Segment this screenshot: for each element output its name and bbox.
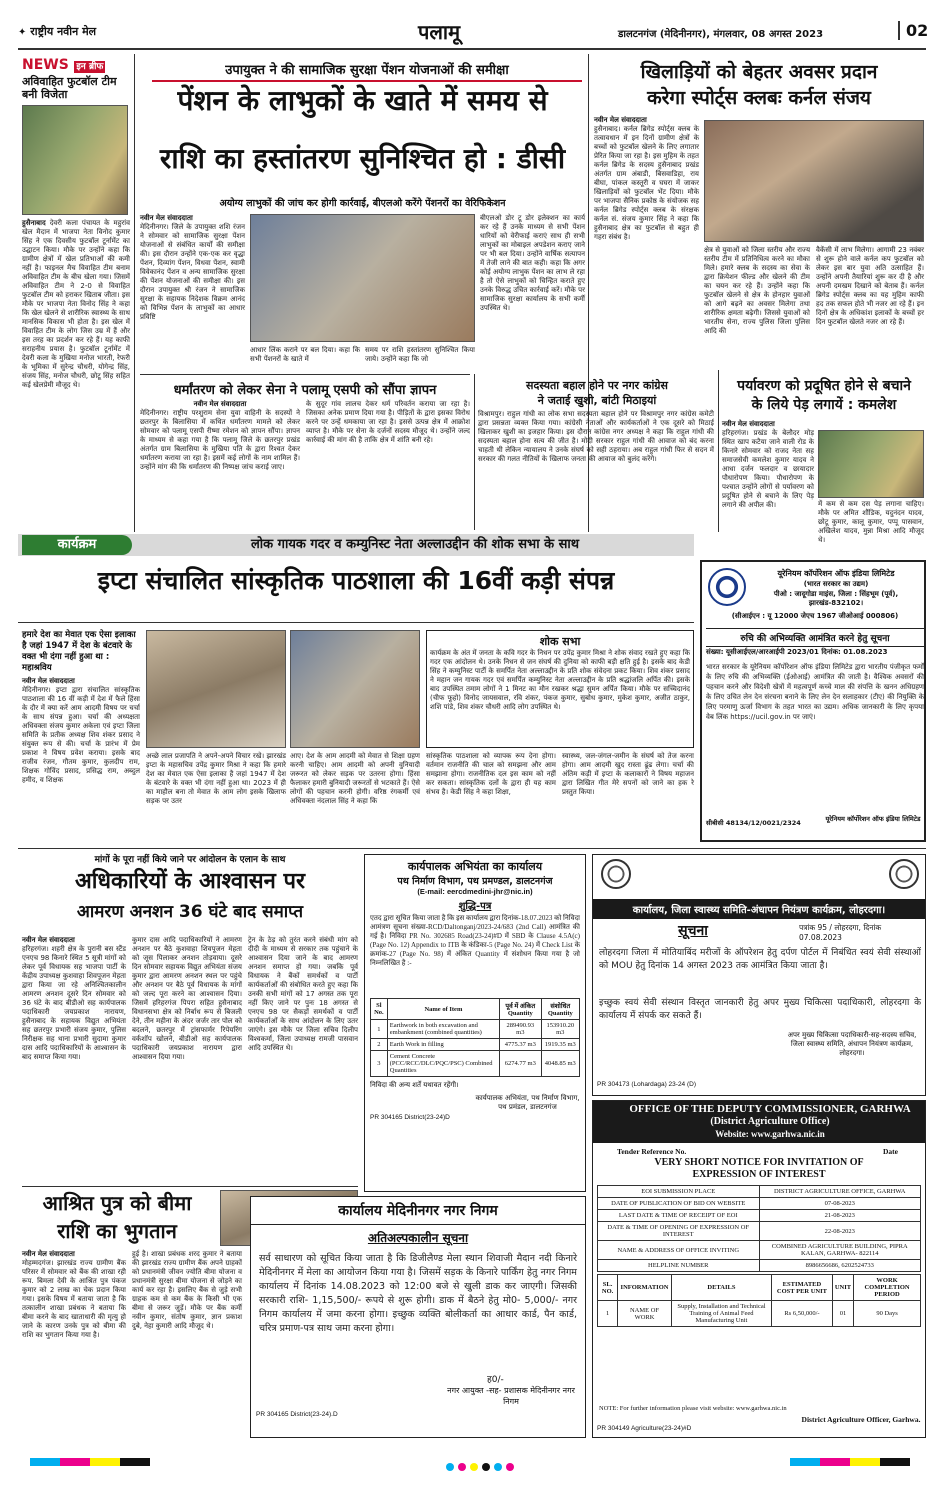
lohardaga-signature: अपर मुख्य चिकित्सा पदाधिकारी-सह-सदस्य सचिव, जिला स्वास्थ्य समिति, अंधापन नियंत्रण कार्यक्रम, लोहरदगा। (787, 1031, 917, 1057)
insurance-byline: नवीन मेल संवाददाता (22, 1250, 75, 1258)
garhwa-notice-2: EXPRESSION OF INTEREST (692, 1169, 826, 1180)
garhwa-work-cell: 1 (598, 1301, 618, 1327)
paper-logo (18, 24, 96, 39)
lohardaga-body-2: इच्छुक स्वयं सेवी संस्थान विस्तृत जानकारी हेतु अपर मुख्य चिकित्सा पदाधिकारी, लोहरदगा के कार्यालय में संपर्क कर सकते हैं। (599, 998, 921, 1021)
shok-sabha-box (426, 630, 694, 748)
lead-kicker: उपायुक्त ने की सामाजिक सुरक्षा पेंशन योजनाओं की समीक्षा (152, 60, 582, 82)
insurance-col-2: हुई है। शाखा प्रबंधक शरद कुमार ने बताया की झारखंड राज्य ग्रामीण बैंक अपने ग्राहकों को प्रधानमंत्री जीवन ज्योति बीमा योजना व प्रधानमंत्री सुरक्षा बीमा योजना से जोड़ने का कार्य कर रहा है। इसलिए बैंक से जुड़े सभी ग्राहक कम से कम बैंक के किसी भी एक बीमा से जरूर जुड़ें। मौके पर बैंक कर्मी नवीन कुमार, संतोष कुमार, ज्ञान प्रकाश दुबे, नेहा कुमारी आदि मौजूद थे। (132, 1250, 242, 1330)
ipta-pullquote: हमारे देश का मेवात एक ऐसा इलाका है जहां 1947 में देश के बंटवारे के वक्त भी दंगा नहीं हुआ था : महाश्रविय (22, 630, 136, 673)
rcd-cell: 3 (371, 1051, 388, 1077)
table-row (371, 1051, 580, 1077)
army-top-rule (140, 374, 470, 375)
env-col-2: में कम से कम दस पेड़ लगाना चाहिए। मौके पर अमित शौंडिक, यदुनंदन यादव, छोटू कुमार, कालू कुमार, पप्पू पासवान, अखिलेश यादव, मुन्ना मिश्रा आदि मौजूद थे। (818, 500, 924, 544)
karyakram-label: कार्यक्रम (22, 535, 132, 555)
karyakram-headline: लोक गायक गदर व कम्युनिस्ट नेता अल्लाउद्दीन की शोक सभा के साथ (250, 537, 580, 552)
sports-club-photo (704, 120, 924, 242)
env-col-1: हरिहरगंज। प्रखंड के बेलौदर मोड़ स्थित खाप कटैया जाने वाली रोड के किनारे सोमवार को राजद नेता सह समाजसेवी कमलेश कुमार यादव ने आधा दर्जन फलदार व छायादार पौधारोपण किया। पौधारोपण के पश्चात उन्होंने लोगों से पर्यावरण को प्रदूषित होने से बचाने के लिए पेड़ लगाने की अपील की। (722, 429, 814, 509)
table-row (371, 1039, 580, 1051)
lead-headline-1: पेंशन के लाभुकों के खाते में समय से (177, 84, 548, 117)
news-brief-header (22, 54, 130, 73)
color-bar-left (30, 1458, 150, 1466)
army-col-2: के सुदूर गांव लालच देकर धर्म परिवर्तन कराया जा रहा है। जिसका अनेक प्रमाण दिया गया है। पीड़ितों के द्वारा इसका विरोध करने पर उन्हें धमकाया जा रहा है। इससे उत्पन्न क्षेत्र में आक्रोश व्याप्त है। मौके पर सेना के दर्जनों सदस्य मौजूद थे। उन्होंने जल्द कार्रवाई की मांग की है ताकि क्षेत्र में शांति बनी रहे। (306, 400, 470, 444)
garhwa-title-1: OFFICE OF THE DEPUTY COMMISSIONER, GARHWA (629, 1103, 911, 1115)
garhwa-info-table (597, 1185, 921, 1272)
congress-divider (474, 374, 475, 530)
garhwa-info-key: DATE & TIME OF OPENING OF EXPRESSION OF INTEREST (598, 1222, 760, 1241)
brief-divider (134, 54, 135, 532)
rcd-cell: 2 (371, 1039, 388, 1051)
nagar-nigam-signature-mark: ह0/- (487, 1375, 504, 1385)
table-row (598, 1241, 921, 1260)
insurance-headline-2: राशि का भुगतान (57, 1219, 177, 1243)
magenta-dot (506, 1463, 514, 1471)
hunger-col-1: हरिहरगंज। शहरी क्षेत्र के पुरानी बस स्टैंड एनएच 98 किनारे स्थित 5 सूत्री मांगों को लेकर पूर्व विधायक सह भाजपा पार्टी के केंद्रीय उपाध्यक्ष कुशवाहा शिवपूजन मेहता द्वारा किया जा रहे अनिश्चितकालीन आमरण अनशन दूसरे दिन सोमवार को 36 घंटे के बाद बीडीओ सह कार्यपालक पदाधिकारी जयप्रकाश नारायण, हुसैनाबाद के सहायक विद्युत अभियंता सह छतरपुर प्रभारी संजय कुमार, पुलिस निरीक्षक सह थाना प्रभारी सुदामा कुमार दास आदि पदाधिकारियों के आश्वासन के बाद समाप्त किया गया। (22, 945, 126, 1061)
garhwa-title-2: (District Agriculture Office) (710, 1116, 830, 1127)
shok-sabha-title: शोक सभा (539, 635, 581, 648)
section-title: पलामू (418, 20, 461, 44)
env-byline: नवीन मेल संवाददाता (722, 420, 775, 428)
ucil-cin: (सीआईएन : यू 12000 जेएच 1967 जीओआई 000806) (731, 612, 899, 620)
ucil-footer-code: सीबीसी 48134/12/0021/2324 (706, 819, 801, 827)
lohardaga-title: कार्यालय, जिला स्वास्थ्य समिति-अंधापन नियंत्रण कार्यक्रम, लोहरदगा। (593, 899, 925, 919)
garhwa-info-value: 21-08-2023 (759, 1210, 921, 1222)
ucil-body: भारत सरकार के यूरेनियम कॉर्पोरेशन ऑफ इंडिया लिमिटेड द्वारा भारतीय पंजीकृत फर्मों के लिए रुचि की अभिव्यक्ति (ईओआई) आमंत्रित की जाती है। वैश्विक अवसरों की पहचान करने और विदेशी खेत्रों में महत्वपूर्ण कच्चे माल की संपत्ति के खनन अधिग्रहण के लिए उचित लेन देन संरचना बनाने के लिए लेन देन सलाहकार (टीए) की नियुक्ति के लिए परमाणु ऊर्जा विभाग के तहत भारत का उद्यम। अधिक जानकारी के लिए कृपया वेब लिंक https://ucil.gov.in पर जाएं। (706, 663, 924, 721)
paper-name: राष्ट्रीय नवीन मेल (30, 25, 97, 38)
garhwa-th: UNIT (832, 1275, 853, 1301)
lead-byline: नवीन मेल संवाददाता (140, 214, 193, 222)
garhwa-th: INFORMATION (618, 1275, 672, 1301)
yellow-dot (470, 1463, 478, 1471)
table-row (598, 1186, 921, 1198)
rcd-title-1: कार्यपालक अभियंता का कार्यालय (407, 860, 543, 873)
black-dot (482, 1463, 490, 1471)
army-byline: नवीन मेल संवाददाता (193, 400, 247, 408)
dateline: डालटनगंज (मेदिनीनगर), मंगलवार, 08 अगस्त 2023 (618, 29, 824, 40)
garhwa-work-cell: NAME OF WORK (618, 1301, 672, 1327)
garhwa-info-value: COMBINED AGRICULTURE BUILDING, PIPRA KALAN, GARHWA- 822114 (759, 1241, 921, 1260)
table-row (598, 1260, 921, 1272)
cyan-dot (446, 1463, 454, 1471)
army-headline: धर्मांतरण को लेकर सेना ने पलामू एसपी को सौंपा ज्ञापन (173, 383, 437, 398)
rcd-cell: 6274.77 m3 (500, 1051, 541, 1077)
garhwa-website: Website: www.garhwa.nic.in (715, 1129, 825, 1139)
rcd-note: निविदा की अन्य शर्तें यथावत रहेंगी। (370, 1081, 459, 1089)
sports-headline-2: करेगा स्पोर्ट्स क्लबः कर्नल संजय (647, 87, 871, 109)
nagar-nigam-ad (250, 1196, 586, 1438)
rcd-email: (E-mail: eercdmedini-jhr@nic.in) (417, 887, 533, 896)
rcd-th-slno: Sl No. (371, 999, 388, 1020)
nagar-nigam-subtitle: अतिअल्पकालीन सूचना (367, 1231, 469, 1245)
sports-byline: नवीन मेल संवाददाता (594, 116, 647, 124)
lead-col-3: समय पर राशि हस्तांतरण सुनिश्चित किया जाये। उन्होंने कहा कि जो (365, 346, 475, 363)
lohardaga-body: लोहरदगा जिला में मोतियाबिंद मरीजों के ऑपरेशन हेतु दर्पण पोर्टल में निबंधित स्वयं सेवी संस्थाओं को MOU हेतु दिनांक 14 अगस्त 2023 तक आमंत्रित किया जाता है। (599, 948, 921, 971)
ucil-footer-org: यूरेनियम कॉर्पोरेशन ऑफ इंडिया लिमिटेड (825, 815, 921, 823)
masthead (18, 18, 929, 48)
garhwa-info-key: HELPLINE NUMBER (598, 1260, 760, 1272)
nhm-emblem-right (889, 859, 919, 889)
ipta-rule (18, 622, 694, 623)
lohardaga-pr-code: PR 304173 (Lohardaga) 23-24 (D) (597, 1081, 697, 1088)
rcd-ad (364, 854, 586, 1192)
ucil-org-sub: (भारत सरकार का उद्यम) (803, 580, 869, 588)
shok-sabha-col-2: सांस्कृतिक पाठशाला को व्यापक रूप देना होगा। वर्तमान राजनीति की चाल को समझना और आम समझाना होगा। राजनीतिक दल इस काम को नहीं कर सकता। सांस्कृतिक दलों के द्वारा ही यह काम संभव है। केडी सिंह ने कहा शिक्षा, (426, 752, 556, 796)
garhwa-work-cell: Supply, Installation and Technical Training of Animal Feed Manufacturing Unit (671, 1301, 771, 1327)
garhwa-date-label: Date (883, 1147, 898, 1156)
congress-headline-1: सदस्यता बहाल होने पर नगर कांग्रेस (526, 379, 668, 392)
rcd-cell: 1 (371, 1020, 388, 1039)
garhwa-th: ESTIMATED COST PER UNIT (772, 1275, 833, 1301)
garhwa-work-table (597, 1274, 921, 1327)
ipta-byline: नवीन मेल संवाददाता (22, 677, 75, 685)
rcd-cell: 289490.93 m3 (500, 1020, 541, 1039)
garhwa-notice-1: VERY SHORT NOTICE FOR INVITATION OF (654, 1157, 864, 1168)
garhwa-info-key: DATE OF PUBLICATION OF BID ON WEBSITE (598, 1198, 760, 1210)
shok-sabha-col-3: स्वास्थ्य, जल-जंगल-जमीन के संघर्ष को तेज करना होगा। आम आदमी खुद रास्ता ढूंढ लेगा। चर्चा की अंतिम कड़ी में इप्टा के कलाकारों ने विषय महाजन द्वारा लिखित गीत मेरे सपनों को जाने का हक रे प्रस्तुत किया। (562, 752, 694, 796)
dc-meeting-photo (250, 214, 475, 342)
rcd-cell: 1919.35 m3 (541, 1039, 579, 1051)
rcd-cell: Earth Work in filling (387, 1039, 499, 1051)
lead-col-1: मेदिनीनगर। जिले के उपायुक्त शशि रंजन ने सोमवार को सामाजिक सुरक्षा पेंशन योजनाओं से संबंधित कार्यों की समीक्षा की। इस दौरान उन्होंने एक-एक कर वृद्धा पेंशन, दिव्यांग पेंशन, विधवा पेंशन, स्वामी विवेकानंद पेंशन व अन्य सामाजिक सुरक्षा की पेंशन योजनाओं की समीक्षा की। इस दौरान उपायुक्त श्री रंजन ने सामाजिक सुरक्षा के सहायक निदेशक विक्रम आनंद को विभिन्न पेंशन के लाभुकों का आधार प्रविष्टि (140, 223, 245, 321)
ipta-col-1: मेदिनीनगर। इप्टा द्वारा संचालित सांस्कृतिक पाठशाला की 16 वीं कड़ी में देश में फैले हिंसा के दौर में क्या करें आम आदमी विषय पर चर्चा के साथ संपन्न हुआ। चर्चा की अध्यक्षता अधिवक्ता संजय कुमार अकेला एवं इप्टा जिला समिति के प्रतीक अध्यक्ष शिव शंकर प्रसाद ने संयुक्त रूप से की। चर्चा के प्रारंभ में प्रेम प्रकाश ने विषय प्रवेश कराया। इसके बाद राजीव रंजन, गौतम कुमार, कुलदीप राम, शिक्षक गोविंद प्रसाद, प्रसिद्ध राम, अब्दुल हमीद, व शिक्षक (22, 686, 140, 784)
insurance-headline-1: आश्रित पुत्र को बीमा (42, 1191, 192, 1215)
env-divider (718, 370, 719, 532)
garhwa-info-key: EOI SUBMISSION PLACE (598, 1186, 760, 1198)
env-headline-1: पर्यावरण को प्रदूषित होने से बचाने (737, 378, 911, 394)
rcd-th-new-qty: संशोधित Quantity (541, 999, 579, 1020)
lead-headline-2: राशि का हस्तांतरण सुनिश्चित हो : डीसी (159, 142, 566, 175)
hunger-col-2: कुमार दास आदि पदाधिकारियों ने आमरण अनशन पर बैठे कुशवाहा शिवपूजन मेहता को जूस पिलाकर अनशन तोड़वाया। दूसरे दिन सोमवार सहायक विद्युत अभियंता संजय कुमार द्वारा आमरण अनशन स्थल पर पहुंचे और अनशन पर बैठे पूर्व विधायक के मांगों को जल्द पूरा करने का आश्वासन दिया। जिसमें हरिहरगंज पिपरा सहित हुसैनाबाद विधानसभा क्षेत्र को निर्बाध रूप से बिजली देने, तीन महीना के अंदर जर्जर तार पोल को बदलने, छतरपुर में ट्रांसफार्मर रिपेयरिंग वर्कशॉप खोलने, बीडीओ सह कार्यपालक पदाधिकारी जयप्रकाश नारायण द्वारा आश्वासन दिया गया। (132, 936, 242, 1061)
hunger-byline: नवीन मेल संवाददाता (22, 936, 75, 944)
rcd-th-item: Name of Item (387, 999, 499, 1020)
ipta-col-3: आए। देश के आम आदमी को मेवात से शिक्षा ग्रहण करनी चाहिए। आम आदमी को अपनी वुनियादी जरूरत को लेकर सड़क पर उतरना होगा। हिंसा फैलाकर हमारी बुनियादी जरूरतों से भटकाते हैं। ऐसे लोगों की पहचान करनी होगी। वरिष्ठ रंगकर्मी एवं अधिवक्ता नंदलाल सिंह ने कहा कि (290, 752, 420, 805)
garhwa-ad (592, 1100, 926, 1438)
garhwa-work-cell: 01 (832, 1301, 853, 1327)
ucil-logo (708, 568, 746, 606)
hunger-col-3: ट्रेन के ठेड़ को तुरंत करने संबंधी मांग को दीदी के माध्यम से सरकार तक पहुंचाने के आश्वासन दिया जाने के बाद आमरण अनशन समाप्त हो गया। जबकि पूर्व विधायक ने बैंकों समर्थकों व पार्टी कार्यकर्ताओं की संबोधित करते हुए कहा कि उनकी सभी मांगों को 17 अगस्त तक पूरा नहीं किए जाने पर पुनः 18 अगस्त से एनएच 98 पर सैकड़ों समर्थकों व पार्टी कार्यकर्ताओं के साथ आंदोलन के लिए उतर जाएंगे। इस मौके पर जिला सचिव दिलीप विश्वकर्मा, जिला उपाध्यक्ष रामजी पासवान आदि उपस्थित थे। (248, 936, 358, 1052)
table-row (598, 1222, 921, 1241)
garhwa-info-value: 07-08-2023 (759, 1198, 921, 1210)
garhwa-signature: District Agriculture Officer, Garhwa. (801, 1415, 921, 1424)
env-headline-2: के लिये पेड़ लगायें : कमलेश (751, 397, 897, 413)
ucil-ref: संख्या: यूसीआईएल/आरआईपी 2023/01 दिनांक: 01.08.2023 (706, 648, 888, 656)
rcd-body: एतद द्वारा सूचित किया जाता है कि इस कार्यालय द्वारा दिनांक-18.07.2023 को निविदा आमंत्रण सूचना संख्या-RCD/Daltonganj/2023-24/683 (2nd Call) आमंत्रित की गई है। निविदा PR No. 302685 Road(23-24)#D में SBD के Clause 4.5A(c) (Page No. 12) Appendix to ITB के कंडिका-5 (Page No. 24) में Check List के क्रमांक-27 (Page No. 98) में अंकित Quantity में संशोधन किया गया है जो निम्नलिखित है :- (370, 914, 580, 967)
garhwa-ref-label: Tender Reference No. (617, 1147, 687, 1156)
lohardaga-ref: पत्रांक 95 / लोहरदगा, दिनांक 07.08.2023 (799, 923, 882, 942)
congress-col-1: विश्रामपुर। राहुल गांधी का लोक सभा सदस्यता बहाल होने पर विश्रामपुर नगर कांग्रेस कमेटी द्वारा प्रसन्नता व्यक्त किया गया। कांग्रेसी नेताओं और कार्यकर्ताओं ने एक दूसरे को मिठाई खिलाकर खुशी का इजहार किया। इस दौरान कांग्रेस नगर अध्यक्ष ने कहा कि राहुल गांधी की सदस्यता बहाल होना सत्य की जीत है। मोदी सरकार राहुल गांधी की आवाज को बंद करना चाहती थी लेकिन न्यायालय ने उनके संघर्ष को सही ठहराया। अब राहुल गांधी फिर से सदन में सरकार की गलत नीतियों के खिलाफ जनता की आवाज को बुलंद करेंगे। (478, 410, 714, 463)
garhwa-th: DETAILS (671, 1275, 771, 1301)
ucil-org: यूरेनियम कॉर्पोरेशन ऑफ इंडिया लिमिटेड (777, 569, 895, 578)
rcd-cell: 153910.20 m3 (541, 1020, 579, 1039)
ipta-headline: इप्टा संचालित सांस्कृतिक पाठशाला की 16वीं कड़ी संपन्न (97, 566, 615, 595)
nagar-nigam-body: सर्व साधारण को सूचित किया जाता है कि डिजीलैण्ड मेला स्थान शिवाजी मैदान नदी किनारे मेदिनीनगर में मेला का आयोजन किया गया है। जिसमें सड़क के किनारे पार्किंग हेतु नगर निगम कार्यालय में दिनांक 14.08.2023 को 12:00 बजे से खुली डाक कर जाएगी। जिसकी सरकारी राशि- 1,15,500/- रूपये से शुरू होगी। डाक में बैठने हेतु मो0- 5,000/- नगर निगम कार्यालय में जमा करना होगा। इच्छुक व्यक्ति बोलीकर्ता का आधार कार्ड, पैन कार्ड, चरित्र प्रमाण-पत्र साथ जमा करना होगा। (259, 1253, 577, 1334)
congress-headline-2: ने जताई खुशी, बांटी मिठाइयां (537, 394, 657, 407)
rcd-cell: Earthwork in both excavation and embankment (combined quantities) (387, 1020, 499, 1039)
ucil-ad (700, 560, 926, 842)
hunger-headline-2: आमरण अनशन 36 घंटे बाद समाप्त (76, 902, 304, 922)
insurance-col-1: मोहम्मदगंज। झारखंड राज्य ग्रामीण बैंक परिसर में सोमवार को बैंक की शाखा रही रूप. बिमला देवी के आश्रित पुत्र पंकज कुमार को 2 लाख का चेक प्रदान किया गया। इसके विषय में बताया जाता है कि तत्कालीन शाखा प्रबंधक ने बताया कि बीमा करने के बाद खाताधारी की मृत्यु हो जाने के कारण उनके पुत्र को बीमा की राशि का भुगतान किया गया है। (22, 1259, 126, 1339)
cyan-dot (494, 1463, 502, 1471)
hunger-headline-1: अधिकारियों के आश्वासन पर (75, 869, 305, 894)
print-registration-marks (400, 1456, 560, 1468)
sports-headline-1: खिलाड़ियों को बेहतर अवसर प्रदान (640, 61, 878, 83)
army-col-1: मेदिनीनगर। राष्ट्रीय परशुराम सेना युवा वाहिनी के सदस्यों ने छतरपुर के बिलासिया में कथित धर्मांतरण मामले को लेकर सोमवार को पलामू एसपी रीष्मा रमेशन को ज्ञापन सौंपा। ज्ञापन के माध्यम से कहा गया है कि पलामू जिले के छतरपुर प्रखंड अंतर्गत ग्राम बिलासिया के मुखिया पति के द्वारा रिश्वत देकर धर्मांतरण कराया जा रहा है। इसमें कई लोगों के नाम शामिल हैं। उन्होंने मांग की कि धर्मांतरण की निष्पक्ष जांच कराई जाए। (140, 409, 300, 471)
garhwa-th: SL. NO. (598, 1275, 618, 1301)
table-row (598, 1198, 921, 1210)
tree-planting-photo (818, 430, 924, 498)
rcd-cell: Cement Concrete (PCC/RCC/DLC/PQC/PSC) Combined Quantities (387, 1051, 499, 1077)
rcd-subtitle: शुद्धि-पत्र (458, 901, 492, 912)
table-row (371, 1020, 580, 1039)
rcd-cell: 4775.37 m3 (500, 1039, 541, 1051)
jharkhand-emblem-left (601, 859, 631, 889)
ipta-session-photo-1 (146, 630, 286, 748)
garhwa-info-value: 22-08-2023 (759, 1222, 921, 1241)
magenta-dot (458, 1463, 466, 1471)
rcd-table (370, 998, 580, 1077)
garhwa-work-cell: Rs 6,50,000/- (772, 1301, 833, 1327)
lohardaga-ad (592, 854, 926, 1096)
bird-icon: ✦ (18, 27, 27, 38)
ucil-title: रुचि की अभिव्यक्ति आमंत्रित करने हेतु सूचना (706, 628, 924, 647)
ipta-session-photo-2 (290, 630, 420, 748)
lohardaga-subtitle: सूचना (678, 923, 708, 939)
news-brief-headline: अविवाहित फुटबॉल टीम बनी विजेता (22, 75, 117, 101)
news-brief-body: देवरी कला पंचायत के महुरांव खेल मैदान में भाजपा नेता विनोद कुमार सिंह ने एक दिवसीय फुटबॉल टूर्नामेंट का उद्घाटन किया। मौके पर उन्होंने कहा कि ग्रामीण क्षेत्रों में खेल प्रतिभाओं की कमी नहीं है। फाइनल मैच विवाहित टीम बनाम अविवाहित टीम के बीच खेला गया। जिसमें अविवाहित टीम ने 2-0 से विवाहित फुटबॉल टीम को हराकर खिताब जीता। इस मौके पर भाजपा नेता विनोद सिंह ने कहा कि खेल खेलने से शारीरिक स्वास्थ्य के साथ मानसिक विकास भी होता है। इस खेल में विवाहित टीम के लोग जिस उम्र में हैं और इस तरह का प्रदर्शन कर रहे हैं। यह काफी सराहनीय प्रयास है। फुटबॉल टूर्नामेंट में देवरी कला के मुखिया मनोज भारती, रेफरी के भूमिका में सुरेन्द्र चौधरी, योगेन्द्र सिंह, संजय सिंह, मनोज चौधरी, छोटू सिंह सहित कई खेलप्रेमी मौजूद थे। (22, 219, 130, 389)
insurance-top-rule (22, 1186, 358, 1187)
sports-col-1: हुसैनाबाद। कर्नल ब्रिगेड स्पोर्ट्स क्लब के तत्वावधान में इन दिनों ग्रामीण क्षेत्रों के बच्चों को फुटबॉल खेलने के लिए लगातार प्रेरित किया जा रहा है। इस मुहिम के तहत कर्नल ब्रिगेड के सदस्य हुसैनाबाद प्रखंड अंतर्गत ग्राम अंबाडी, बिसवाडिहा, राय बीघा, पांकल कस्तूरी व घघरा में जाकर खिलाड़ियों को फुटबॉल भेंट दिया। मौके पर भाजपा सैनिक प्रकोष्ठ के संयोजक सह कर्नल ब्रिगेड स्पोर्ट्स क्लब के संरक्षक कर्नल सं. संजय कुमार सिंह ने कहा कि हुसैनाबाद क्षेत्र का फुटबॉल से बहुत ही गहरा संबंध है। (594, 125, 699, 241)
ucil-address: पीओ : जादूगोडा माइंस, जिला : सिंहभूम (पूर्व), झारखंड-832102। (773, 590, 899, 607)
ipta-col-2: अच्छे लाल प्रजापति ने अपने-अपने विचार रखे। झारखंड इप्टा के महासचिव उपेंद्र कुमार मिश्रा ने कहा कि हमारे देश का मेवात एक ऐसा इलाका है जहां 1947 में देश के बंटवारे के वक्त भी दंगा नहीं हुआ था। 2023 में ही का माहौल बना तो मेवात के आम लोग इसके खिलाफ सड़क पर उतर (146, 752, 286, 805)
color-bar-right (790, 1458, 910, 1466)
hunger-kicker: मांगों के पूरा नहीं किये जाने पर आंदोलन के एलान के साथ (94, 855, 286, 865)
rcd-cell: 4048.85 m3 (541, 1051, 579, 1077)
lead-col-2: आधार लिंक कराने पर बल दिया। कहा कि सभी पेंशनरों के खाते में (250, 346, 360, 363)
garhwa-work-cell: 90 Days (854, 1301, 921, 1327)
page-number: 02 (898, 21, 928, 40)
lead-col-4: बीएलओ डोर टू डोर इलेक्शन का कार्य कर रहे हैं उनके माध्यम से सभी पेंशन धारियों को वेरीफाई कराएं साथ ही सभी लाभुकों का मोबाइल अपडेशन कराए जाने पर भी बल दिया। उन्होंने वार्षिक सत्यापन में तेजी लाने की बात कही। कहा कि अगर कोई अयोग्य लाभुक पेंशन का लाभ ले रहा है तो ऐसे लाभुकों को चिन्हित कराते हुए उनके विरुद्ध उचित कार्रवाई करें। मौके पर सामाजिक सुरक्षा कार्यालय के सभी कर्मी उपस्थित थे। (480, 214, 585, 312)
news-label: NEWS (22, 57, 69, 73)
garhwa-note: NOTE: For further information please visit website: www.garhwa.nic.in (599, 1405, 787, 1412)
garhwa-info-value: DISTRICT AGRICULTURE OFFICE, GARHWA (759, 1186, 921, 1198)
table-row (598, 1210, 921, 1222)
rcd-pr-code: PR 304165 District(23-24)D (370, 1114, 450, 1121)
shok-sabha-col-1: कार्यक्रम के अंत में जनता के कवि गदर के निधन पर उपेंद्र कुमार मिश्रा ने शोक संवाद रखते हुए कहा कि गदर एक आंदोलन थे। उनके निधन से जन संघर्ष की दुनिया को काफी बड़ी क्षति हुई है। इसके बाद केडी सिंह ने कम्युनिस्ट पार्टी के समर्पित नेता अल्लाउद्दीन के प्रति शोक संवेदना प्रकट किया। शिव शंकर प्रसाद ने महान जन गायक गदर एवं समर्पित कम्युनिस्ट नेता अल्लाउद्दीन के प्रति श्रद्धांजलि अर्पित की। इसके बाद उपस्थित तमाम लोगों ने 1 मिनट का मौन रखकर श्रद्धा सुमन अर्पित किया। मौके पर सच्चिदानंद (चीफ फूहो) विनोद जायसवाल, रवि शंकर, पंकज कुमार, सुबोध कुमार, मुकेश कुमार, अजीत ठाकुर, शशि पांडे, शिव शंकर चौधरी आदि लोग उपस्थित थे। (430, 649, 690, 711)
masthead-rule (18, 48, 926, 50)
sports-col-3: वैकेंसी में लाभ मिलेगा। आगामी 23 नवंबर से शुरू होने वाले कर्नल कप फुटबॉल को लेकर इस बार युवा अति उत्साहित हैं। उन्होंने अपनी तैयारियां शुरू कर दी है और अपनी दमखम दिखाने को बेताब हैं। कर्नल ब्रिगेड स्पोर्ट्स क्लब का यह मुहिम काफी हद तक सफल होते भी नजर आ रहे हैं। इन दिनों क्षेत्र के अधिकांश इलाकों के बच्चों हर दिन फुटबॉल खेलते नजर आ रहे हैं। (816, 246, 924, 326)
garhwa-th: WORK COMPLETION PERIOD (854, 1275, 921, 1301)
sports-col-2: क्षेत्र से युवाओं को जिला स्तरीय और राज्य स्तरीय टीम में प्रतिनिधित्व करने का मौका मिले। हमारे क्लब के सदस्य का सेवा के द्वारा क्रियेशन फील्ड और खेलने की टीम का चयन कर रहे हैं। उन्होंने कहा कि फुटबॉल खेलने से क्षेत्र के होनहार युवाओं को आगे बढ़ने का अवसर मिलेगा तथा शारीरिक क्षमता बढ़ेगी। जिससे युवाओं को भारतीय सेना, राज्य पुलिस जिला पुलिस आदि की (704, 246, 810, 335)
news-brief (22, 54, 130, 534)
lower-top-rule (18, 848, 926, 849)
garhwa-info-key: LAST DATE & TIME OF RECEIPT OF EOI (598, 1210, 760, 1222)
football-team-photo (22, 105, 128, 215)
news-brief-lead: हुसैनाबाद (22, 219, 46, 227)
rcd-th-old-qty: पूर्व में अंकित Quantity (500, 999, 541, 1020)
nagar-nigam-title: कार्यालय मेदिनीनगर नगर निगम (251, 1201, 585, 1225)
nagar-nigam-signature: नगर आयुक्त -सह- प्रशासक मेदिनीनगर नगर निगम (447, 1386, 575, 1406)
garhwa-pr-code: PR 304149 Agriculture(23-24)#D (597, 1425, 692, 1432)
news-sublabel: इन ब्रीफ (76, 62, 104, 72)
table-row (598, 1301, 921, 1327)
lead-deck: अयोग्य लाभुकों की जांच कर होगी कार्रवाई, बीएलओ करेंगे पेंशनरों का वेरिफिकेशन (219, 198, 506, 209)
nagar-nigam-pr-code: PR 304165 District(23-24).D (256, 1411, 338, 1418)
rcd-title-2: पथ निर्माण विभाग, पथ प्रमण्डल, डालटनगंज (397, 876, 553, 887)
rcd-signature: कार्यपालक अभियंता, पथ निर्माण विभाग, पथ प्रमंडल, डालटनगंज (475, 1094, 580, 1111)
garhwa-info-key: NAME & ADDRESS OF OFFICE INVITING (598, 1241, 760, 1260)
garhwa-info-value: 8986656686, 6202524733 (759, 1260, 921, 1272)
